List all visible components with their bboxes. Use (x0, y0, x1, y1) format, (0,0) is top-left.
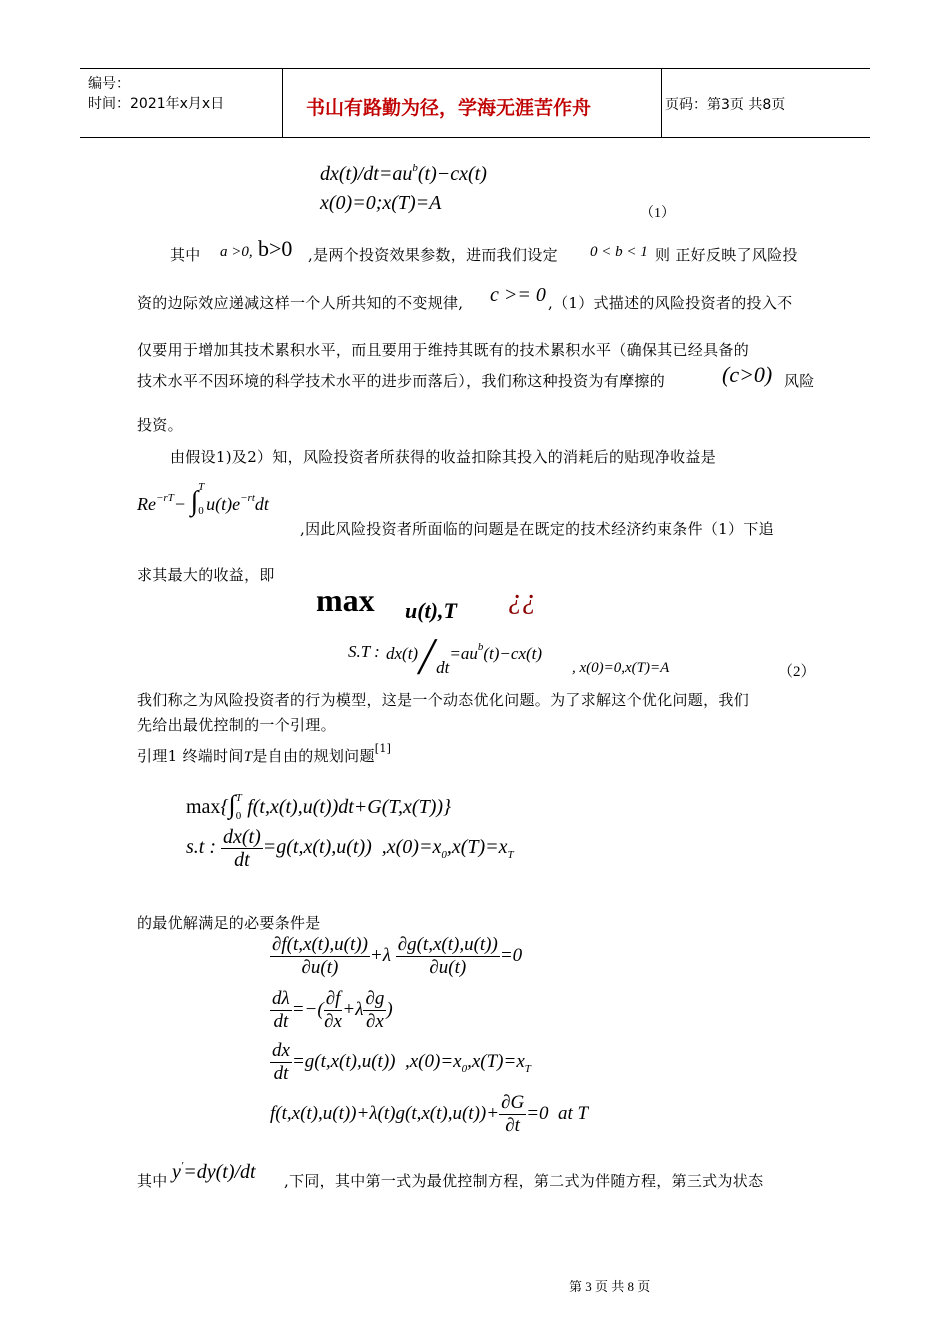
header-left-cell (80, 69, 281, 137)
para1-math-b: b>0 (258, 236, 293, 261)
code-label: 编号： (88, 76, 130, 92)
condition-1: $\frac{\partial f(t,x(t),u(t))}{\partial u(t)}$ +λ $\frac{\partial g(t,x(t),u(t))}{\partial u(t)}$ =0 (272, 934, 523, 978)
lemma-objective: max{∫$^T_0$ f(t,x(t),u(t))dt+G(T,x(T))} (186, 790, 452, 822)
para3-line-2: 先给出最优控制的一个引理。 (137, 716, 336, 734)
lemma-1-text-a: 引理1 终端时间 (137, 747, 244, 765)
para1-text-c: 则 正好反映了风险投 (655, 246, 798, 264)
eq2-conditions: , x(0)=0,x(T)=A (572, 660, 670, 676)
page-footer: 第 3 页 共 8 页 (569, 1279, 651, 1294)
para1-math-c: 0 < b < 1 (590, 244, 648, 260)
para5-text-a: 其中 (137, 1172, 168, 1190)
eq2-subscript: u(t),T (405, 598, 457, 623)
lemma-1-var: T (243, 749, 253, 765)
equation-1-number: （1） (640, 206, 675, 221)
lemma-constraint: s.t : $\frac{dx(t)}{dt}$ =g(t,x(t),u(t)) $,x(0)=x_0,x(T)=x_T$ (186, 826, 514, 871)
eq2-st: S.T : (348, 642, 380, 661)
eq2-conditions-text: x(0)=0,x(T)=A (579, 660, 670, 676)
para1-line-5: 投资。 (137, 416, 183, 434)
para5-text-c: ,下同，其中第一式为最优控制方程，第二式为伴随方程，第三式为状态 (284, 1172, 764, 1190)
para1-math-d: c >= 0 (490, 284, 546, 306)
para1-math-e: (c>0) (722, 362, 773, 387)
para1-line-4a: 技术水平不因环境的科学技术水平的进步而落后），我们称这种投资为有摩擦的 (137, 372, 666, 390)
para2-line-1: 由假设1)及2）知，风险投资者所获得的收益扣除其投入的消耗后的贴现净收益是 (170, 448, 717, 466)
lemma-1-text-c: 是自由的规划问题 (252, 747, 375, 765)
header-center-cell (282, 69, 662, 137)
header-right-cell (661, 69, 870, 137)
condition-4: f(t,x(t),u(t))+λ(t)g(t,x(t),u(t))+ $\frac{\partial G}{\partial t}$ =0 at T (270, 1092, 589, 1136)
para1-line-2c: ,（1）式描述的风险投资者的投入不 (548, 294, 793, 312)
para1-text-b: ,是两个投资效果参数，进而我们设定 (308, 246, 558, 264)
para2-line-2: ,因此风险投资者所面临的问题是在既定的技术经济约束条件（1）下追 (300, 520, 774, 538)
para2-integral-expression: $Re^{-rT}- \int^T_0$ $u(t)e^{-rt}dt$ (137, 481, 269, 517)
time-label: 时间：2021年x月x日 (88, 96, 225, 112)
para4-line-1: 的最优解满足的必要条件是 (137, 914, 321, 932)
lemma-1-ref: [1] (374, 742, 392, 755)
eq2-max: max (316, 582, 375, 618)
header-table (80, 68, 870, 138)
page-label: 页码：第3页 共8页 (665, 97, 786, 113)
motto: 书山有路勤为径，学海无涯苦作舟 (306, 97, 592, 119)
para1-text-a: 其中 (170, 246, 201, 264)
condition-2: $\frac{d\lambda}{dt}$ =−( $\frac{\partial f}{\partial x}$ +λ $\frac{\partial g}{\partial x}$ ) (272, 988, 393, 1032)
eq2-number: （2） (778, 664, 816, 680)
condition-3: $\frac{dx}{dt}$ =g(t,x(t),u(t)) $,x(0)=x_0,x(T)=x_T$ (272, 1040, 531, 1084)
eq2-garbled: ¿¿ (508, 584, 536, 615)
para2-line-3: 求其最大的收益，即 (137, 566, 275, 584)
equation-1-line-1: $dx(t)/dt=au^b(t)-cx(t)$ (320, 162, 487, 185)
para1-line-3: 仅要用于增加其技术累积水平，而且要用于维持其既有的技术累积水平（确保其已经具备的 (137, 341, 750, 359)
para5-math: y'=dy(t)/dt (172, 1160, 256, 1183)
para1-line-4c: 风险 (784, 372, 815, 390)
equation-1-line-2: x(0)=0;x(T)=A (320, 192, 442, 214)
eq2-constraint: $dx(t)╱dt=au^b(t)-cx(t)$ (386, 641, 543, 677)
para3-line-1: 我们称之为风险投资者的行为模型，这是一个动态优化问题。为了求解这个优化问题，我们 (137, 691, 750, 709)
para1-math-a: a >0, (220, 244, 253, 260)
lemma-1-heading (137, 742, 391, 766)
para1-line-2a: 资的边际效应递减这样一个人所共知的不变规律, (137, 294, 464, 312)
